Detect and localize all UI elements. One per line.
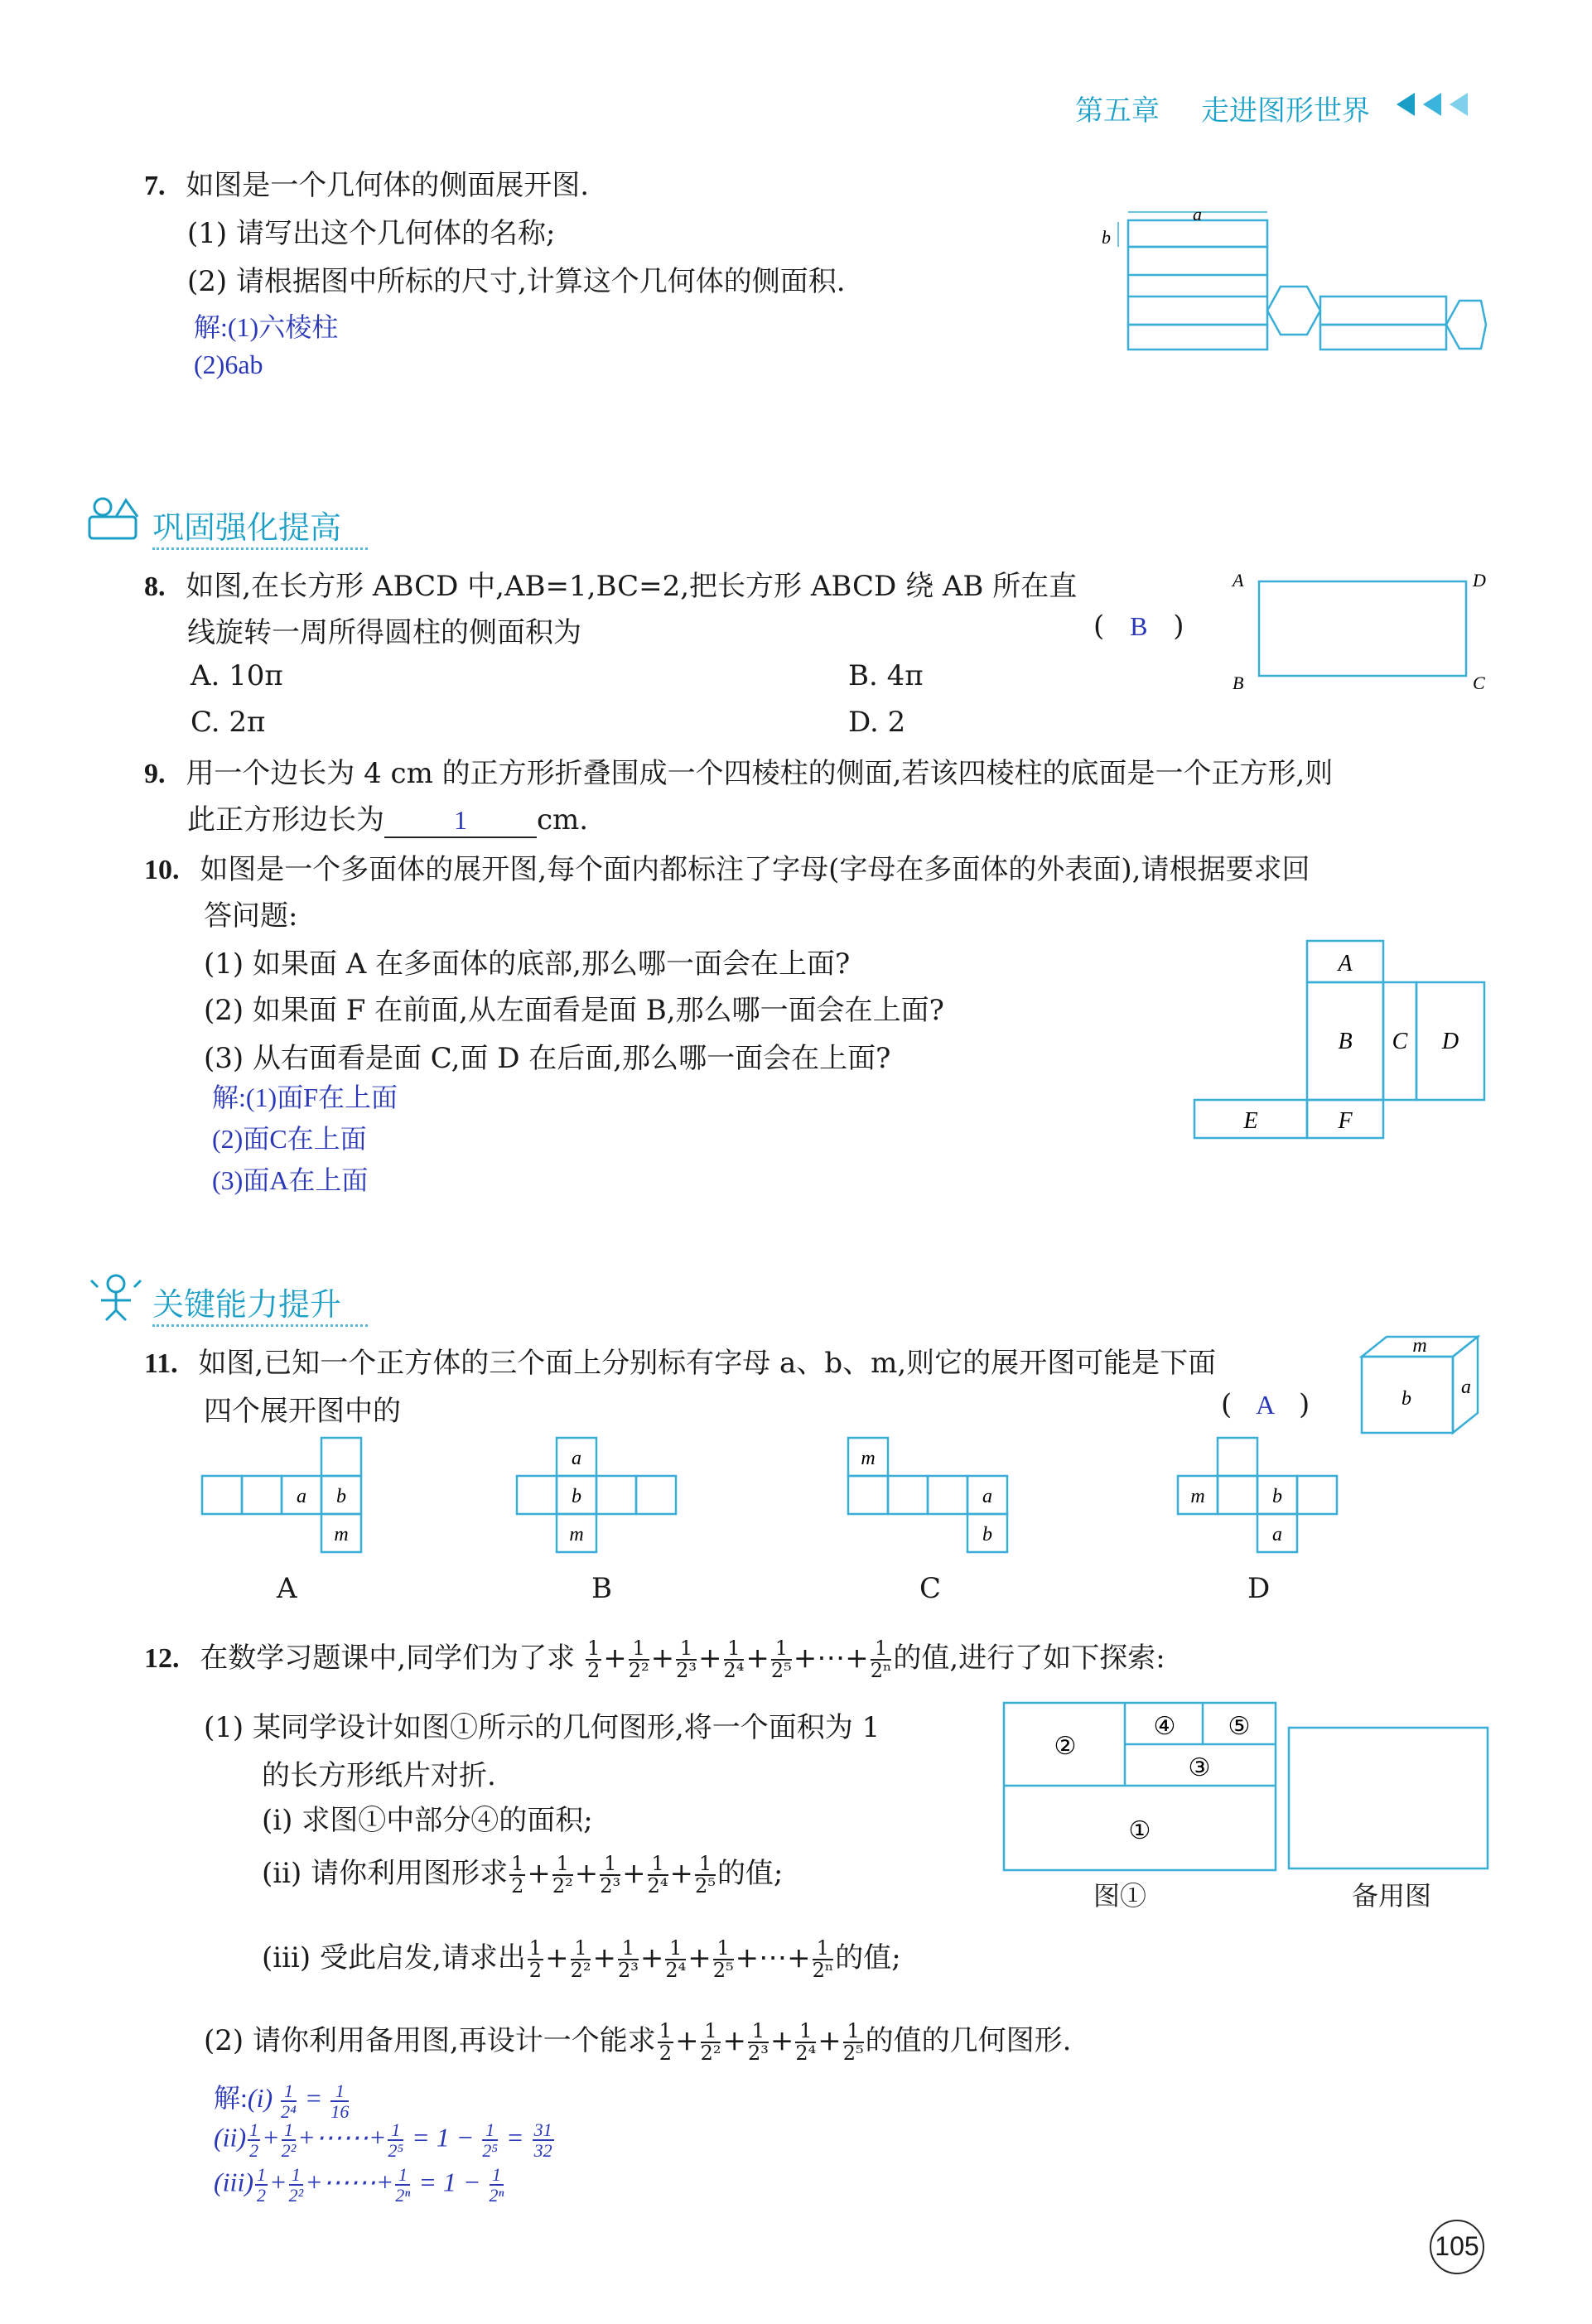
q10-line2: 答问题: — [204, 899, 298, 933]
svg-text:⑤: ⑤ — [1228, 1713, 1251, 1740]
svg-text:b: b — [336, 1486, 346, 1507]
svg-text:D: D — [1441, 1029, 1459, 1054]
q7-number: 7. — [144, 171, 166, 201]
q8-number: 8. — [144, 571, 166, 602]
q12-figure-1-caption: 图① — [1093, 1880, 1147, 1912]
svg-text:b: b — [982, 1524, 992, 1545]
section-reinforce-title: 巩固强化提高 — [152, 502, 368, 550]
svg-text:B: B — [1338, 1029, 1353, 1054]
q7-part1: (1) 请写出这个几何体的名称; — [187, 217, 556, 250]
q12-solution-i: 解:(i) $\frac{1}{\text{2⁴}}$ = $\frac{1}{16}$ — [214, 2080, 350, 2122]
svg-text:b: b — [1401, 1388, 1411, 1410]
svg-text:m: m — [569, 1524, 584, 1545]
q9-stem1: 用一个边长为 4 cm 的正方形折叠围成一个四棱柱的侧面,若该四棱柱的底面是一个正方形,则 — [186, 757, 1334, 790]
svg-text:a: a — [1461, 1377, 1471, 1398]
svg-text:a: a — [1272, 1524, 1282, 1545]
q12-spare-figure — [1286, 1724, 1491, 1872]
q10-answer3: (3)面A在上面 — [212, 1165, 369, 1195]
chapter-title: 走进图形世界 — [1201, 94, 1370, 128]
q7-part2: (2) 请根据图中所标的尺寸,计算这个几何体的侧面积. — [187, 265, 846, 298]
q10-number: 10. — [144, 855, 180, 885]
q9-line1 — [144, 750, 1333, 791]
q10-line1 — [144, 846, 1310, 887]
q9-line2: 此正方形边长为 1 cm. — [187, 803, 589, 837]
q11-answer: A — [1256, 1390, 1276, 1420]
q7-question — [144, 162, 589, 203]
svg-text:m: m — [1412, 1335, 1427, 1357]
page-number: 105 — [1435, 2231, 1479, 2261]
q11-net-a — [199, 1433, 364, 1557]
q11-net-d — [1175, 1433, 1340, 1557]
svg-text:D: D — [1473, 570, 1486, 591]
q12-part1-line2: 的长方形纸片对折. — [262, 1759, 496, 1792]
q10-part3: (3) 从右面看是面 C,面 D 在后面,那么哪一面会在上面? — [204, 1042, 891, 1075]
q12-spare-figure-caption: 备用图 — [1352, 1880, 1432, 1912]
section-reinforce-icon — [83, 492, 149, 543]
q8-option-b: B. 4π — [848, 659, 924, 692]
q11-answer-paren: ( A ) — [1221, 1388, 1310, 1421]
q8-option-a: A. 10π — [191, 659, 283, 692]
q7-fig-a: a — [1193, 205, 1202, 224]
q10-stem1: 如图是一个多面体的展开图,每个面内都标注了字母(字母在多面体的外表面),请根据要求回 — [200, 853, 1310, 886]
q12-number: 12. — [144, 1643, 180, 1674]
q11-line2: 四个展开图中的 — [204, 1395, 401, 1428]
q11-net-d-label: D — [1247, 1572, 1271, 1605]
svg-text:m: m — [334, 1524, 349, 1545]
svg-text:B: B — [1233, 673, 1244, 693]
svg-text:A: A — [1233, 570, 1244, 591]
q11-number: 11. — [144, 1348, 178, 1379]
svg-text:E: E — [1243, 1108, 1258, 1134]
q8-option-c: C. 2π — [191, 706, 266, 739]
q12-part1-line1: (1) 某同学设计如图①所示的几何图形,将一个面积为 1 — [204, 1711, 880, 1744]
q11-cube-figure — [1358, 1333, 1491, 1438]
q12-part2: (2) 请你利用备用图,再设计一个能求 $\frac{1}{2}$ + $\frac{1}{\text{2²}}$ + $\frac{1}{\text{2³}}$ + $\frac{1}{\text{2⁴}}$ + $\frac{1}{\text{2⁵}}$ 的值的几何图形. — [204, 2018, 1072, 2065]
q8-line1 — [144, 563, 1077, 604]
q8-stem1: 如图,在长方形 ABCD 中,AB=1,BC=2,把长方形 ABCD 绕 AB 所在直 — [186, 570, 1078, 603]
q8-rectangle-figure — [1229, 563, 1494, 696]
q12-figure-1 — [1001, 1700, 1282, 1888]
svg-text:C: C — [1473, 673, 1485, 693]
section-key-ability-title: 关键能力提升 — [152, 1279, 368, 1327]
q11-net-b-label: B — [591, 1572, 612, 1605]
section-key-ability-icon — [83, 1269, 149, 1324]
q8-option-d: D. 2 — [848, 706, 906, 739]
svg-text:①: ① — [1128, 1817, 1151, 1844]
q8-answer-paren: ( B ) — [1093, 610, 1184, 643]
svg-text:a: a — [982, 1486, 992, 1507]
q10-part1: (1) 如果面 A 在多面体的底部,那么哪一面会在上面? — [204, 947, 851, 981]
q11-line1 — [144, 1340, 1216, 1381]
q11-net-c — [845, 1433, 1027, 1557]
q7-fig-b: b — [1102, 227, 1111, 248]
q7-stem: 如图是一个几何体的侧面展开图. — [186, 169, 590, 202]
chapter-label: 第五章 — [1075, 94, 1160, 128]
q8-line2: 线旋转一周所得圆柱的侧面积为 — [187, 616, 581, 649]
q12-part1-ii: (ⅱ) 请你利用图形求 $\frac{1}{2}$ + $\frac{1}{\text{2²}}$ + $\frac{1}{\text{2³}}$ + $\frac{1}{\text{2⁴}}$ + $\frac{1}{\text{2⁵}}$ 的值; — [262, 1851, 784, 1897]
q10-part2: (2) 如果面 F 在前面,从左面看是面 B,那么哪一面会在上面? — [204, 994, 944, 1027]
svg-text:C: C — [1392, 1029, 1408, 1054]
svg-text:④: ④ — [1153, 1713, 1176, 1740]
q10-answer2: (2)面C在上面 — [212, 1124, 367, 1154]
svg-text:a: a — [297, 1486, 306, 1507]
svg-text:b: b — [1272, 1486, 1282, 1507]
q12-solution-iii: (iii) $\frac{1}{2}$ + $\frac{1}{\text{2²}}$ +⋯⋯+ $\frac{1}{\text{2ⁿ}}$ = 1 − $\frac{1}{\text{2ⁿ}}$ — [214, 2164, 504, 2206]
q12-part1-i: (ⅰ) 求图①中部分④的面积; — [262, 1804, 593, 1837]
q11-net-a-label: A — [277, 1572, 297, 1605]
q12-solution-ii: (ii) $\frac{1}{2}$ + $\frac{1}{\text{2²}}$ +⋯⋯+ $\frac{1}{\text{2⁵}}$ = 1 − $\frac{1}{\text{2⁵}}$ = $\frac{31}{32}$ — [214, 2119, 552, 2162]
q12-part1-iii: (ⅲ) 受此启发,请求出 $\frac{1}{2}$ + $\frac{1}{\text{2²}}$ + $\frac{1}{\text{2³}}$ + $\frac{1}{\text{2⁴}}$ + $\frac{1}{\text{2⁵}}$ +⋯+ $\frac{1}{\text{2ⁿ}}$ 的值; — [262, 1936, 901, 1982]
q7-net-figure — [1090, 205, 1488, 371]
q12-stem: 12. 在数学习题课中,同学们为了求 $\frac{1}{2}$ + $\frac{1}{\text{2²}}$ + $\frac{1}{\text{2³}}$ + $\frac{1}{\text{2⁴}}$ + $\frac{1}{\text{2⁵}}$ +⋯+ $\frac{1}{\text{2ⁿ}}$ 的值,进行了如下探索: — [144, 1636, 1165, 1682]
q8-answer: B — [1130, 611, 1148, 641]
svg-text:m: m — [1190, 1486, 1205, 1507]
q9-answer: 1 — [454, 805, 467, 835]
q11-net-b — [514, 1433, 679, 1557]
svg-text:b: b — [572, 1486, 581, 1507]
q9-number: 9. — [144, 759, 166, 789]
chapter-arrows-icon — [1392, 89, 1483, 119]
q10-net-figure — [1189, 936, 1496, 1143]
q9-blank — [384, 803, 537, 838]
q10-answer1: 解:(1)面F在上面 — [212, 1082, 398, 1112]
svg-text:a: a — [572, 1448, 581, 1469]
svg-text:A: A — [1338, 951, 1353, 976]
q11-net-c-label: C — [919, 1572, 942, 1605]
svg-text:②: ② — [1054, 1733, 1077, 1760]
q7-answer1: 解:(1)六棱柱 — [194, 312, 339, 342]
svg-text:m: m — [861, 1448, 876, 1469]
svg-text:F: F — [1338, 1108, 1353, 1134]
svg-text:③: ③ — [1188, 1754, 1211, 1782]
q7-answer2: (2)6ab — [194, 350, 263, 379]
q11-stem1: 如图,已知一个正方体的三个面上分别标有字母 a、b、m,则它的展开图可能是下面 — [198, 1347, 1217, 1380]
